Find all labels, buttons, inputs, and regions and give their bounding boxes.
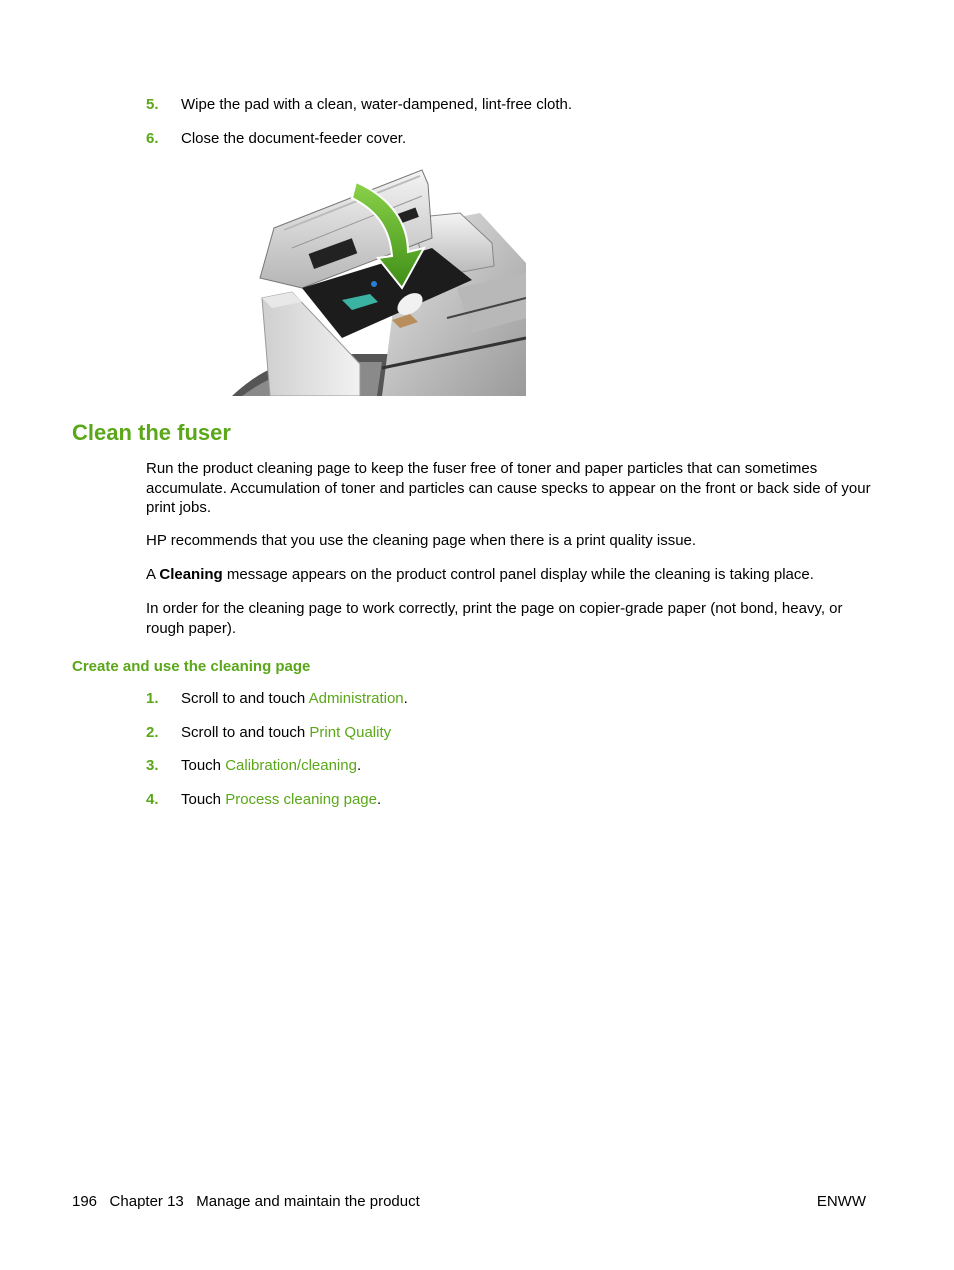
- paragraph-recommendation: HP recommends that you use the cleaning page when there is a print quality issue.: [146, 532, 697, 549]
- text-segment: A: [146, 566, 160, 583]
- step-number: 1.: [146, 690, 159, 707]
- menu-item-administration: Administration: [308, 690, 404, 707]
- step-text: Wipe the pad with a clean, water-dampened, lint-free cloth.: [181, 96, 573, 113]
- footer-right: ENWW: [816, 1193, 866, 1210]
- page-number: 196: [72, 1193, 98, 1210]
- subsection-heading: Create and use the cleaning page: [72, 658, 311, 675]
- menu-item-process-cleaning-page: Process cleaning page: [225, 791, 377, 808]
- chapter-title: Manage and maintain the product: [196, 1193, 420, 1210]
- step-text: [181, 690, 408, 708]
- document-feeder-illustration: [232, 168, 526, 396]
- step-number: 6.: [146, 130, 159, 147]
- menu-item-calibration-cleaning: Calibration/cleaning: [225, 757, 357, 774]
- section-heading: Clean the fuser: [72, 420, 231, 445]
- step-text: [181, 724, 391, 742]
- text-segment: Touch: [181, 757, 226, 774]
- paragraph-paper-type: In order for the cleaning page to work correctly, print the page on copier-grade paper (not bond, heavy, or rough paper).: [146, 600, 843, 637]
- paragraph-cleaning-message: [146, 565, 874, 585]
- step-text: [181, 757, 361, 775]
- menu-item-print-quality: Print Quality: [309, 724, 392, 741]
- text-segment: .: [403, 690, 408, 707]
- step-number: 2.: [146, 724, 159, 741]
- text-segment: .: [356, 757, 362, 774]
- text-segment: Touch: [181, 791, 226, 808]
- text-segment: .: [376, 791, 382, 808]
- text-segment: Scroll to and touch: [181, 724, 310, 741]
- step-number: 5.: [146, 96, 159, 113]
- step-number: 3.: [146, 757, 159, 774]
- chapter-label: Chapter 13: [109, 1193, 184, 1210]
- paragraph-intro: Run the product cleaning page to keep the fuser free of toner and paper particles that can sometimes accumulate. Accumulation of toner and particles can cause specks to appear on the front or back side of your print jobs.: [146, 460, 871, 516]
- text-segment: Scroll to and touch: [181, 690, 309, 707]
- step-text: [181, 791, 381, 809]
- step-number: 4.: [146, 791, 159, 808]
- text-segment: message appears on the product control panel display while the cleaning is taking place.: [222, 566, 814, 583]
- footer-left: [72, 1193, 420, 1211]
- step-text: Close the document-feeder cover.: [181, 130, 407, 147]
- bold-term: Cleaning: [159, 566, 223, 583]
